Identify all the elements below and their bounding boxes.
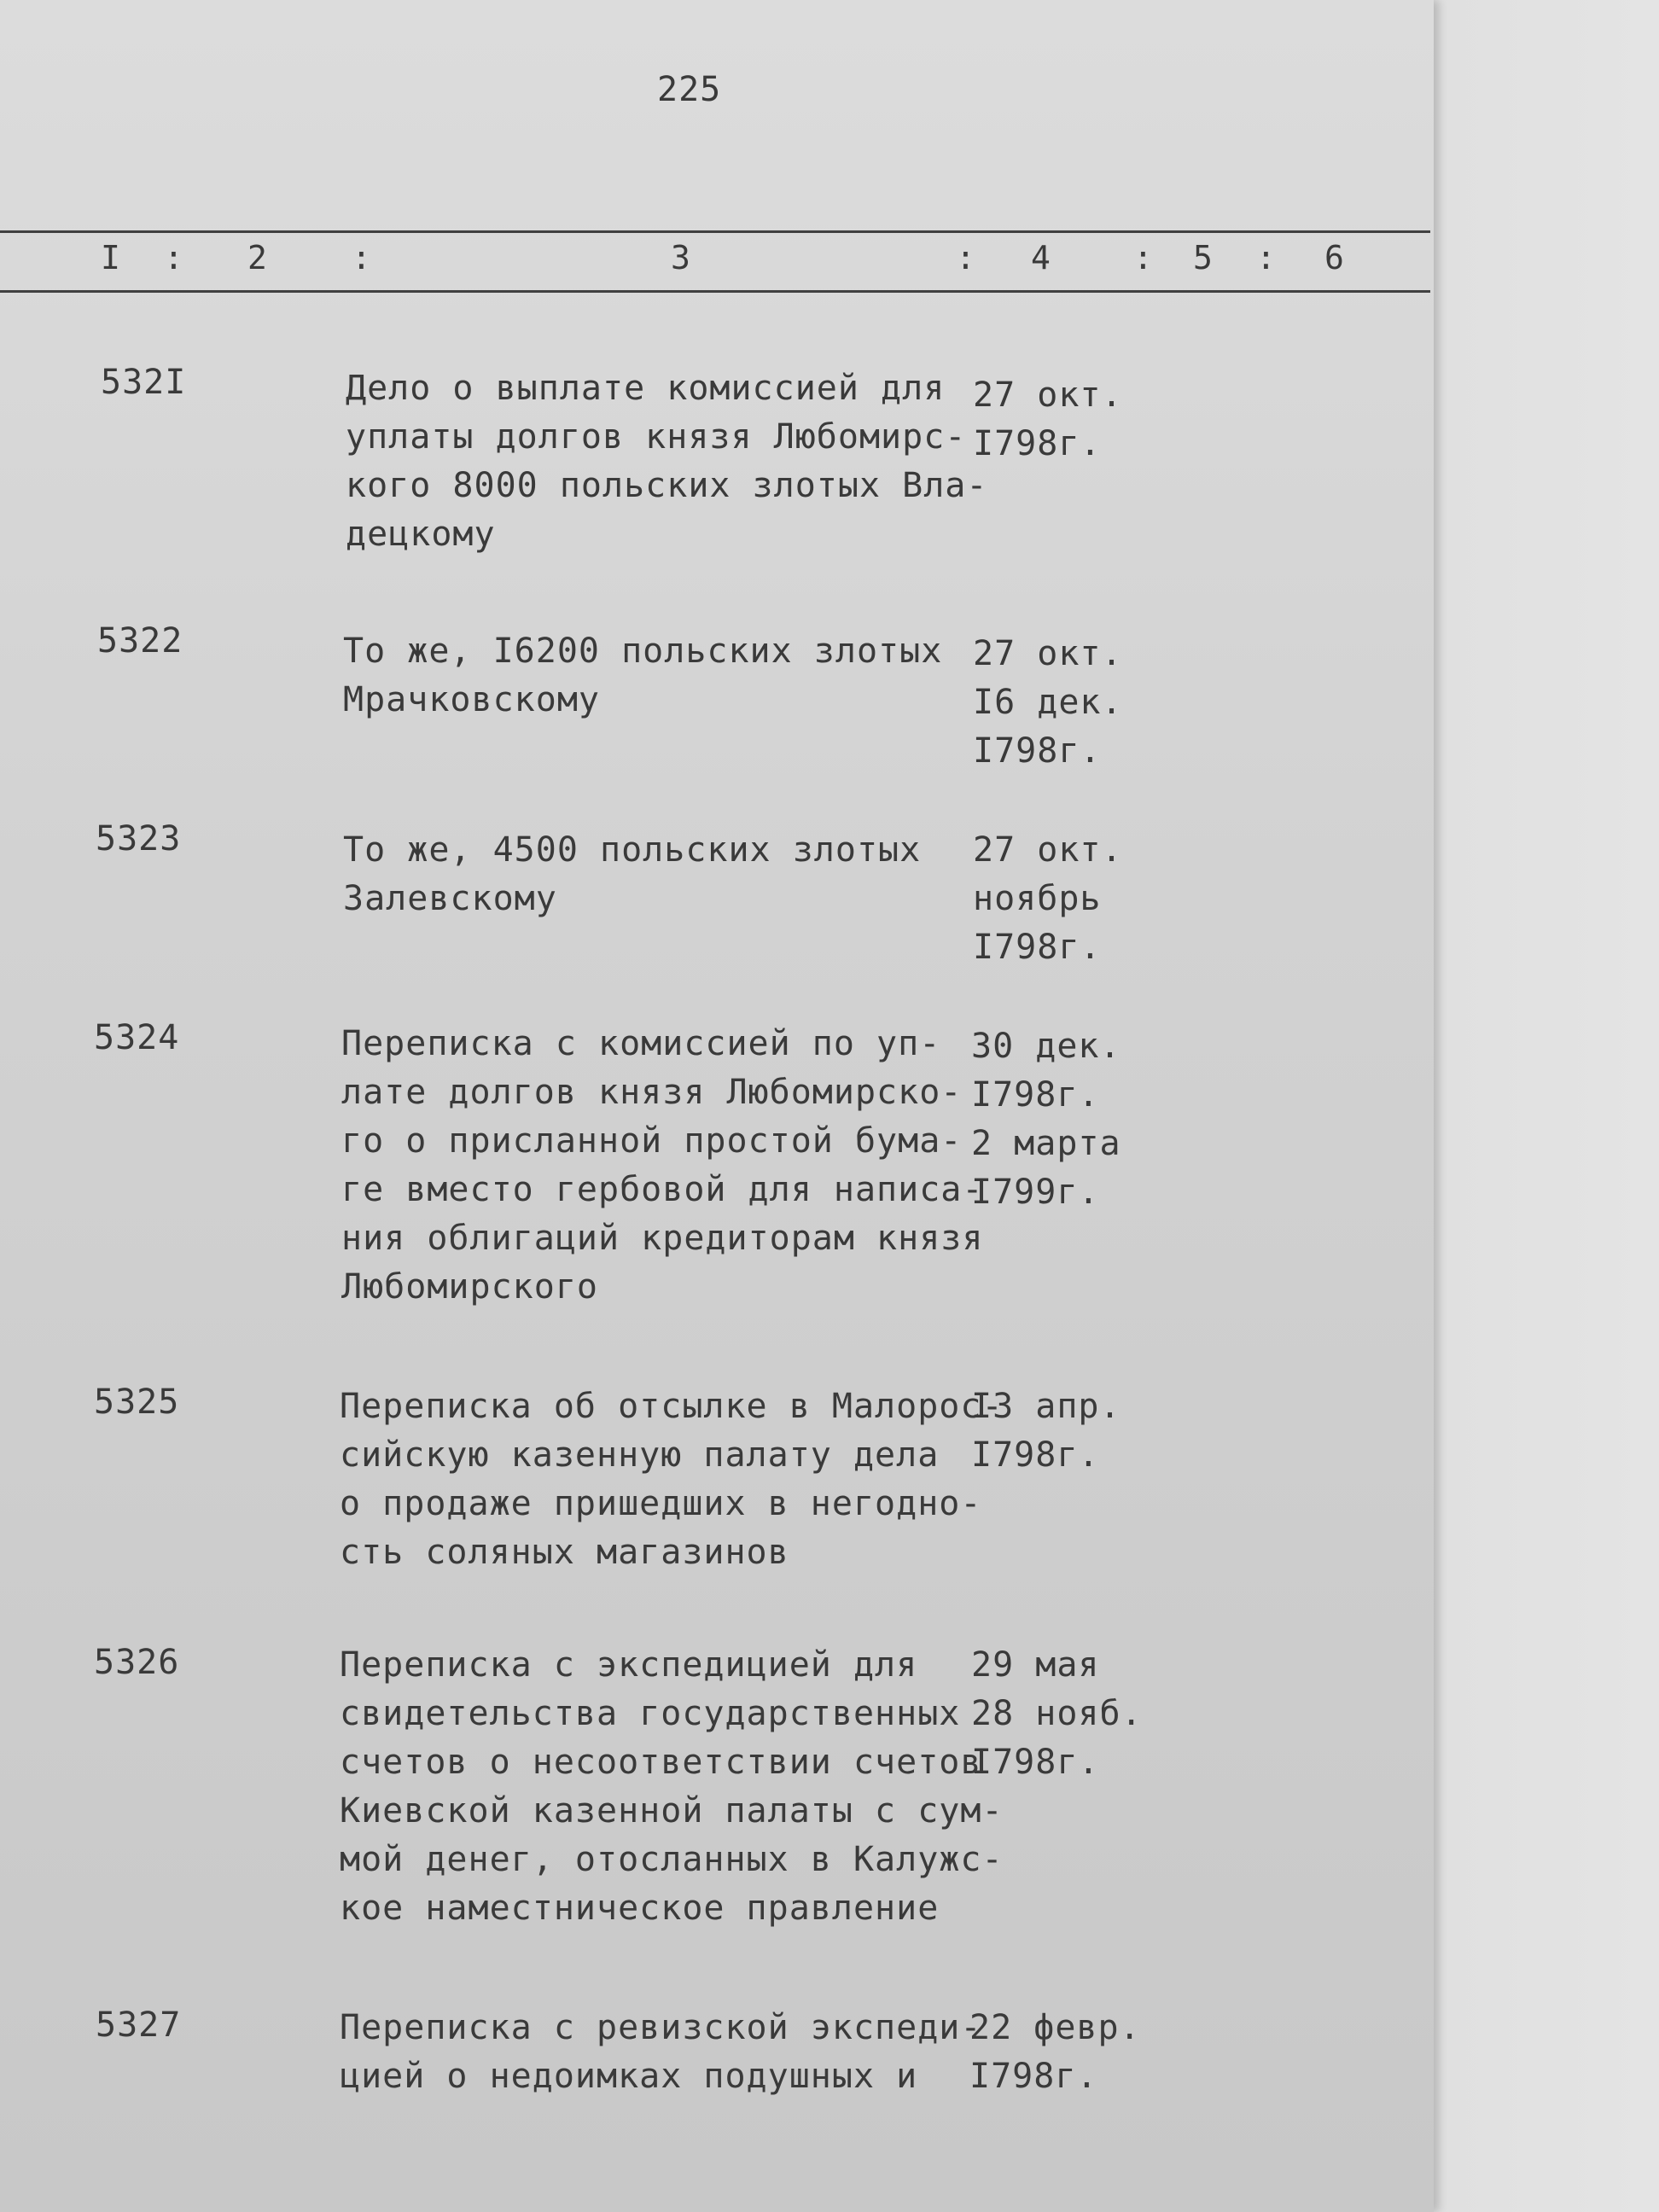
column-number-4: 4: [1031, 239, 1051, 276]
date-line: I798г.: [973, 731, 1102, 771]
date-line: I3 апр.: [971, 1387, 1121, 1426]
date-line: I798г.: [973, 424, 1102, 463]
date-line: 27 окт.: [973, 830, 1123, 870]
entry-number: 5326: [94, 1643, 180, 1682]
column-separator: :: [352, 239, 372, 276]
date-line: I798г.: [969, 2057, 1098, 2096]
entry-description: [340, 1641, 1004, 1933]
table-header-top-rule: [0, 230, 1430, 233]
entry-number: 5324: [94, 1018, 180, 1057]
entry-dates: [973, 630, 1123, 776]
date-line: I6 дек.: [973, 683, 1123, 722]
entry-dates: [971, 1022, 1121, 1217]
date-line: 27 окт.: [973, 634, 1123, 673]
column-separator: :: [956, 239, 976, 276]
date-line: I798г.: [973, 928, 1102, 967]
description-line: Переписка с ревизской экспеди-: [340, 2008, 982, 2047]
entry-number: 5323: [96, 819, 182, 859]
table-header-bottom-rule: [0, 290, 1430, 293]
entry-description: [343, 826, 921, 923]
description-line: Дело о выплате комиссией для: [346, 369, 946, 408]
description-line: децкому: [346, 515, 496, 554]
entry-number: 5327: [96, 2005, 182, 2045]
description-line: мой денег, отосланных в Калужс-: [340, 1840, 1004, 1879]
column-number-2: 2: [247, 239, 268, 276]
entry-description: [340, 2004, 981, 2101]
column-separator: :: [1256, 239, 1277, 276]
column-number-1: I: [101, 239, 121, 276]
date-line: I798г.: [971, 1435, 1100, 1475]
date-line: 2 марта: [971, 1124, 1121, 1163]
description-line: го о присланной простой бума-: [341, 1121, 963, 1161]
entry-description: [341, 1020, 983, 1312]
entry-number: 5322: [97, 621, 183, 661]
column-number-3: 3: [671, 239, 691, 276]
description-line: То же, I6200 польских злотых: [343, 632, 943, 671]
date-line: 30 дек.: [971, 1027, 1121, 1066]
description-line: Переписка с экспедицией для: [340, 1645, 918, 1685]
description-line: кое наместническое правление: [340, 1889, 940, 1928]
date-line: 27 окт.: [973, 375, 1123, 415]
description-line: цией о недоимках подушных и: [340, 2057, 918, 2096]
description-line: ния облигаций кредиторам князя: [341, 1219, 984, 1258]
description-line: Переписка об отсылке в Малорос-: [340, 1387, 1004, 1426]
column-separator: :: [1133, 239, 1154, 276]
entry-description: [343, 627, 942, 725]
description-line: Залевскому: [343, 879, 557, 918]
date-line: ноябрь: [973, 879, 1102, 918]
entry-dates: [971, 1382, 1121, 1480]
description-line: лате долгов князя Любомирско-: [341, 1073, 963, 1112]
page-number: 225: [657, 70, 722, 109]
entry-number: 532I: [101, 363, 187, 402]
date-line: 29 мая: [971, 1645, 1100, 1685]
description-line: сть соляных магазинов: [340, 1533, 789, 1572]
date-line: I798г.: [971, 1075, 1100, 1115]
entry-dates: [971, 1641, 1143, 1787]
date-line: I798г.: [971, 1743, 1100, 1782]
entry-number: 5325: [94, 1382, 180, 1422]
description-line: счетов о несоответствии счетов: [340, 1743, 982, 1782]
entry-dates: [969, 2004, 1141, 2101]
description-line: Киевской казенной палаты с сум-: [340, 1791, 1004, 1831]
description-line: сийскую казенную палату дела: [340, 1435, 940, 1475]
description-line: ге вместо гербовой для написа-: [341, 1170, 984, 1209]
date-line: 28 нояб.: [971, 1694, 1143, 1733]
entry-dates: [973, 826, 1123, 972]
column-number-6: 6: [1324, 239, 1345, 276]
entry-description: [340, 1382, 1004, 1577]
date-line: 22 февр.: [969, 2008, 1141, 2047]
description-line: То же, 4500 польских злотых: [343, 830, 922, 870]
description-line: о продаже пришедших в негодно-: [340, 1484, 982, 1523]
description-line: кого 8000 польских злотых Вла-: [346, 466, 988, 505]
entry-description: [346, 364, 987, 559]
description-line: уплаты долгов князя Любомирс-: [346, 417, 967, 457]
entry-dates: [973, 371, 1123, 469]
column-number-5: 5: [1193, 239, 1214, 276]
description-line: свидетельства государственных: [340, 1694, 961, 1733]
description-line: Мрачковскому: [343, 680, 600, 719]
column-separator: :: [164, 239, 184, 276]
description-line: Переписка с комиссией по уп-: [341, 1024, 941, 1063]
description-line: Любомирского: [341, 1267, 598, 1307]
date-line: I799г.: [971, 1173, 1100, 1212]
